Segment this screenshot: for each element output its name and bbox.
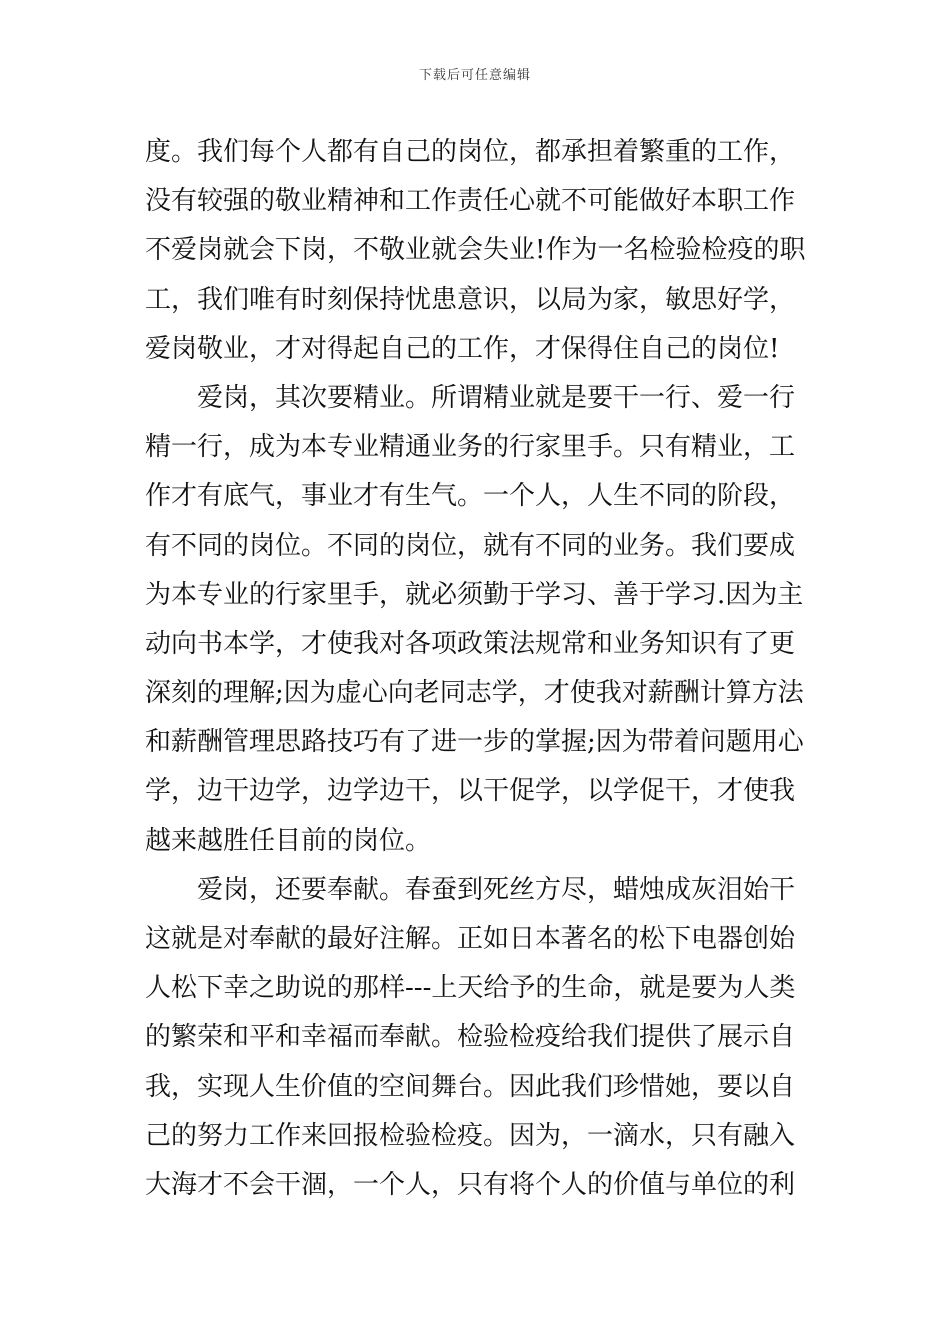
text-line: 不爱岗就会下岗，不敬业就会失业!作为一名检验检疫的职	[145, 235, 806, 266]
text-line: 工，我们唯有时刻保持忧患意识，以局为家，敏思好学，	[145, 284, 796, 315]
text-line: 的繁荣和平和幸福而奉献。检验检疫给我们提供了展示自	[145, 1022, 796, 1053]
text-line: 没有较强的敬业精神和工作责任心就不可能做好本职工作	[145, 186, 796, 217]
text-line: 人松下幸之助说的那样---上天给予的生命，就是要为人类	[145, 973, 796, 1004]
text-line: 越来越胜任目前的岗位。	[145, 825, 432, 856]
text-line: 己的努力工作来回报检验检疫。因为，一滴水，只有融入	[145, 1120, 796, 1151]
text-line: 这就是对奉献的最好注解。正如日本著名的松下电器创始	[145, 924, 796, 954]
text-line: 我，实现人生价值的空间舞台。因此我们珍惜她，要以自	[145, 1071, 796, 1102]
text-line: 学，边干边学，边学边干，以干促学，以学促干，才使我	[145, 776, 796, 807]
text-line: 爱岗，还要奉献。春蚕到死丝方尽，蜡烛成灰泪始干	[145, 874, 796, 905]
text-line: 爱岗敬业，才对得起自己的工作，才保得住自己的岗位!	[145, 333, 780, 364]
text-line: 作才有底气，事业才有生气。一个人，人生不同的阶段，	[145, 481, 796, 512]
text-line: 深刻的理解;因为虚心向老同志学，才使我对薪酬计算方法	[145, 678, 804, 709]
document-body	[145, 128, 810, 1210]
text-line: 大海才不会干涸，一个人，只有将个人的价值与单位的利	[145, 1169, 796, 1200]
text-line: 精一行，成为本专业精通业务的行家里手。只有精业，工	[145, 432, 796, 463]
page-header: 下载后可任意编辑	[418, 68, 531, 83]
text-line: 爱岗，其次要精业。所谓精业就是要干一行、爱一行	[145, 382, 796, 413]
text-line: 和薪酬管理思路技巧有了进一步的掌握;因为带着问题用心	[145, 727, 804, 758]
text-line: 有不同的岗位。不同的岗位，就有不同的业务。我们要成	[145, 530, 796, 561]
text-line: 度。我们每个人都有自己的岗位，都承担着繁重的工作，	[145, 137, 796, 167]
text-line: 动向书本学，才使我对各项政策法规常和业务知识有了更	[145, 628, 796, 659]
text-line: 为本专业的行家里手，就必须勤于学习、善于学习.因为主	[145, 579, 804, 610]
